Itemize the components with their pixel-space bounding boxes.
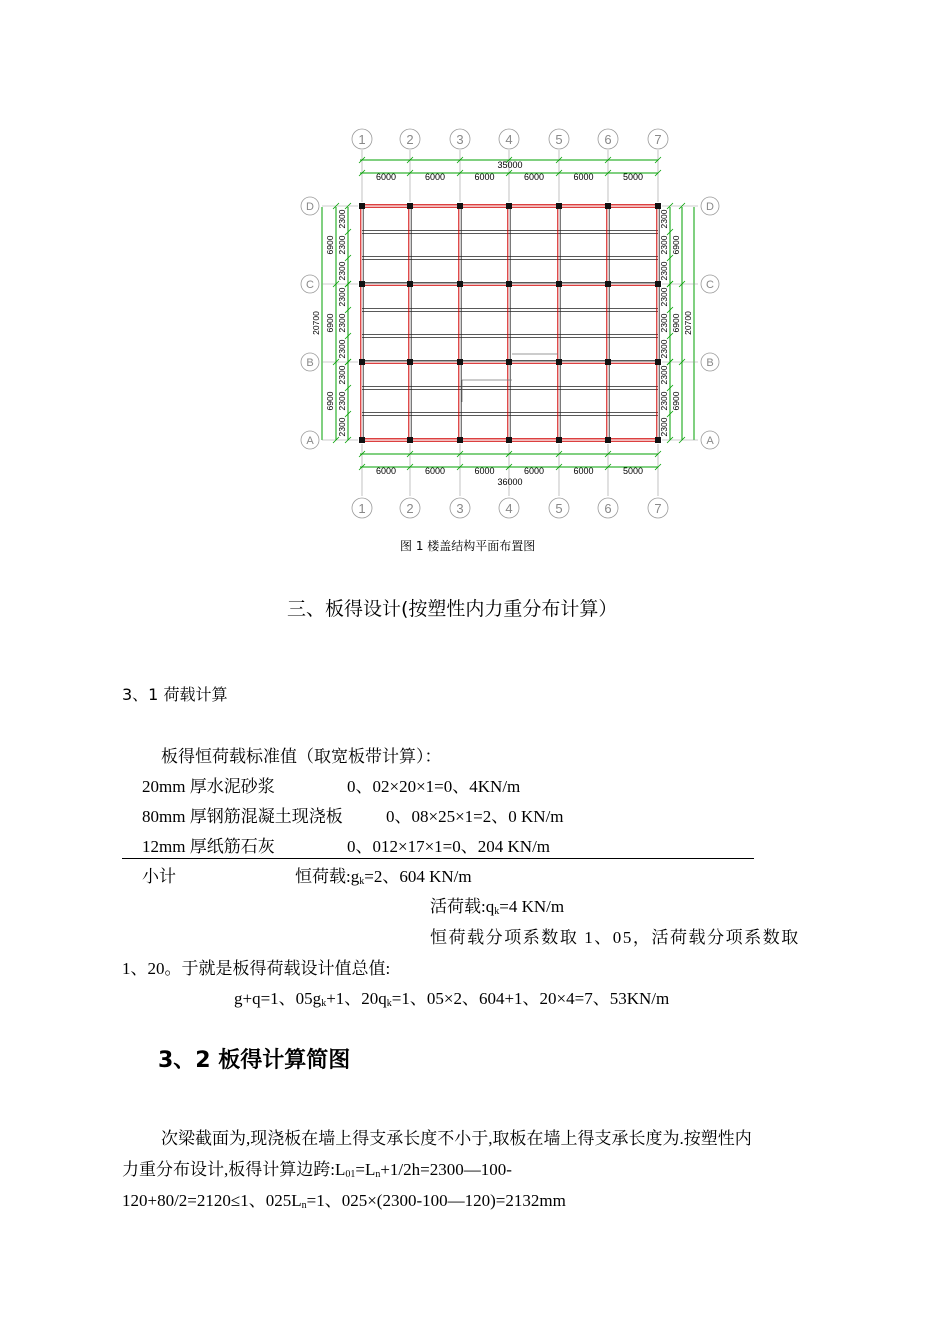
axis-number-bottom: 4 bbox=[505, 501, 513, 516]
axis-letter-right: D bbox=[706, 201, 714, 213]
axis-number-top: 3 bbox=[456, 132, 464, 147]
column bbox=[407, 203, 413, 209]
load-row-calc: 0、08×25×1=2、0 KN/m bbox=[386, 807, 564, 826]
dim-sub-left: 2300 bbox=[337, 261, 347, 281]
load-row-item: 80mm 厚钢筋混凝土现浇板 bbox=[142, 807, 343, 826]
dim-sub-right: 2300 bbox=[659, 209, 669, 229]
column bbox=[407, 359, 413, 365]
axis-letter-right: A bbox=[706, 435, 714, 447]
live-load-total: 活荷载$:q_k=4$ KN/m bbox=[430, 897, 565, 917]
column bbox=[359, 281, 365, 287]
load-row-item: 12mm 厚纸筋石灰 bbox=[142, 837, 275, 856]
column bbox=[605, 281, 611, 287]
axis-letter-left: A bbox=[306, 435, 314, 447]
axis-number-bottom: 1 bbox=[358, 501, 366, 516]
load-row-item: 20mm 厚水泥砂浆 bbox=[142, 777, 275, 796]
dim-sub-left: 2300 bbox=[337, 235, 347, 255]
dim-bay-right: 6900 bbox=[671, 313, 681, 333]
dim-sub-left: 2300 bbox=[337, 339, 347, 359]
column bbox=[655, 359, 661, 365]
dim-sub-left: 2300 bbox=[337, 287, 347, 307]
axis-letter-right: B bbox=[706, 357, 714, 369]
axis-number-top: 6 bbox=[604, 132, 612, 147]
design-load-formula: g+q=1、$05g_k+1$、$20q_k=1$、05×2、604+1、20×4=7、53KN/m bbox=[234, 989, 670, 1009]
dim-sub-left: 2300 bbox=[337, 391, 347, 411]
axis-number-bottom: 3 bbox=[456, 501, 464, 516]
axis-letter-left: B bbox=[306, 357, 314, 369]
column bbox=[407, 281, 413, 287]
dim-bay-left: 6900 bbox=[325, 235, 335, 255]
dim-total-top: 35000 bbox=[497, 160, 523, 170]
dim-span-top: 5000 bbox=[622, 172, 644, 182]
dim-span-top: 6000 bbox=[474, 172, 495, 182]
column bbox=[506, 203, 512, 209]
column bbox=[556, 281, 562, 287]
dim-sub-left: 2300 bbox=[337, 417, 347, 437]
calc-span-para-line1: 次梁截面为,现浇板在墙上得支承长度不小于,取板在墙上得支承长度为.按塑性内 bbox=[161, 1129, 752, 1148]
column bbox=[457, 203, 463, 209]
dim-total-right: 20700 bbox=[683, 311, 693, 335]
dim-bay-left: 6900 bbox=[325, 391, 335, 411]
load-row-calc: 0、02×20×1=0、4KN/m bbox=[347, 777, 521, 796]
dim-span-bottom: 6000 bbox=[474, 466, 495, 476]
dim-sub-right: 2300 bbox=[659, 287, 669, 307]
subsection-heading-3-2: 3、2 板得计算简图 bbox=[158, 1048, 351, 1073]
dim-bay-right: 6900 bbox=[671, 235, 681, 255]
axis-number-bottom: 7 bbox=[654, 501, 662, 516]
column bbox=[457, 359, 463, 365]
column bbox=[605, 203, 611, 209]
dim-span-top: 6000 bbox=[573, 172, 594, 182]
dim-sub-right: 2300 bbox=[659, 417, 669, 437]
axis-number-top: 2 bbox=[406, 132, 414, 147]
calc-span-para-line3: 120+80/2=2120≤1、$025L_n=1$、025×(2300-100—120)=2132mm bbox=[122, 1191, 566, 1211]
dim-total-left: 20700 bbox=[311, 311, 321, 335]
dead-load-total: 恒荷载$:g_k=2$、604 KN/m bbox=[295, 867, 472, 887]
dim-span-bottom: 6000 bbox=[375, 466, 397, 476]
dim-span-top: 6000 bbox=[523, 172, 545, 182]
load-factor-line1: 恒荷载分项系数取 1、05，活荷载分项系数取 bbox=[430, 928, 800, 947]
dim-span-bottom: 6000 bbox=[424, 466, 446, 476]
dead-load-intro: 板得恒荷载标准值（取宽板带计算）： bbox=[161, 747, 442, 766]
axis-number-bottom: 5 bbox=[555, 501, 563, 516]
dim-sub-right: 2300 bbox=[659, 261, 669, 281]
column bbox=[655, 281, 661, 287]
load-factor-line2: 1、20。于就是板得荷载设计值总值: bbox=[122, 959, 391, 978]
axis-number-top: 1 bbox=[358, 132, 366, 147]
dim-sub-right: 2300 bbox=[659, 365, 669, 385]
column bbox=[655, 203, 661, 209]
axis-number-bottom: 2 bbox=[406, 501, 414, 516]
axis-letter-left: C bbox=[306, 279, 314, 291]
axis-number-top: 7 bbox=[654, 132, 662, 147]
column bbox=[407, 437, 413, 443]
dim-span-bottom: 5000 bbox=[622, 466, 644, 476]
column bbox=[605, 359, 611, 365]
load-row-calc: 0、012×17×1=0、204 KN/m bbox=[347, 837, 551, 856]
dim-bay-left: 6900 bbox=[325, 313, 335, 333]
column bbox=[359, 359, 365, 365]
figure-caption: 图 1 楼盖结构平面布置图 bbox=[400, 539, 536, 553]
axis-number-bottom: 6 bbox=[604, 501, 612, 516]
floor-plan-drawing bbox=[300, 122, 730, 522]
dim-sub-right: 2300 bbox=[659, 235, 669, 255]
dim-bay-right: 6900 bbox=[671, 391, 681, 411]
column bbox=[556, 437, 562, 443]
dim-sub-right: 2300 bbox=[659, 339, 669, 359]
calc-span-para-line2: 力重分布设计,板得计算边跨$:L_{01}=L_n+1/2h=2300—100-$ bbox=[122, 1160, 512, 1180]
dim-span-top: 6000 bbox=[375, 172, 397, 182]
column bbox=[359, 437, 365, 443]
axis-letter-left: D bbox=[306, 201, 314, 213]
dim-sub-right: 2300 bbox=[659, 391, 669, 411]
column bbox=[457, 437, 463, 443]
dim-sub-left: 2300 bbox=[337, 209, 347, 229]
dim-sub-left: 2300 bbox=[337, 365, 347, 385]
column bbox=[506, 359, 512, 365]
dim-span-bottom: 6000 bbox=[523, 466, 545, 476]
column bbox=[655, 437, 661, 443]
column bbox=[556, 359, 562, 365]
dim-total-bottom: 36000 bbox=[497, 477, 523, 487]
dim-sub-left: 2300 bbox=[337, 313, 347, 333]
axis-number-top: 4 bbox=[505, 132, 513, 147]
dim-span-bottom: 6000 bbox=[573, 466, 594, 476]
dim-span-top: 6000 bbox=[424, 172, 446, 182]
axis-letter-right: C bbox=[706, 279, 714, 291]
subsection-heading-3-1: 3、1 荷载计算 bbox=[122, 685, 228, 704]
subtotal-label: 小计 bbox=[142, 867, 176, 886]
column bbox=[457, 281, 463, 287]
axis-number-top: 5 bbox=[555, 132, 563, 147]
column bbox=[605, 437, 611, 443]
column bbox=[506, 437, 512, 443]
section-title: 三、板得设计(按塑性内力重分布计算） bbox=[287, 598, 618, 620]
column bbox=[556, 203, 562, 209]
column bbox=[359, 203, 365, 209]
dim-sub-right: 2300 bbox=[659, 313, 669, 333]
column bbox=[506, 281, 512, 287]
subtotal-rule bbox=[122, 858, 754, 859]
